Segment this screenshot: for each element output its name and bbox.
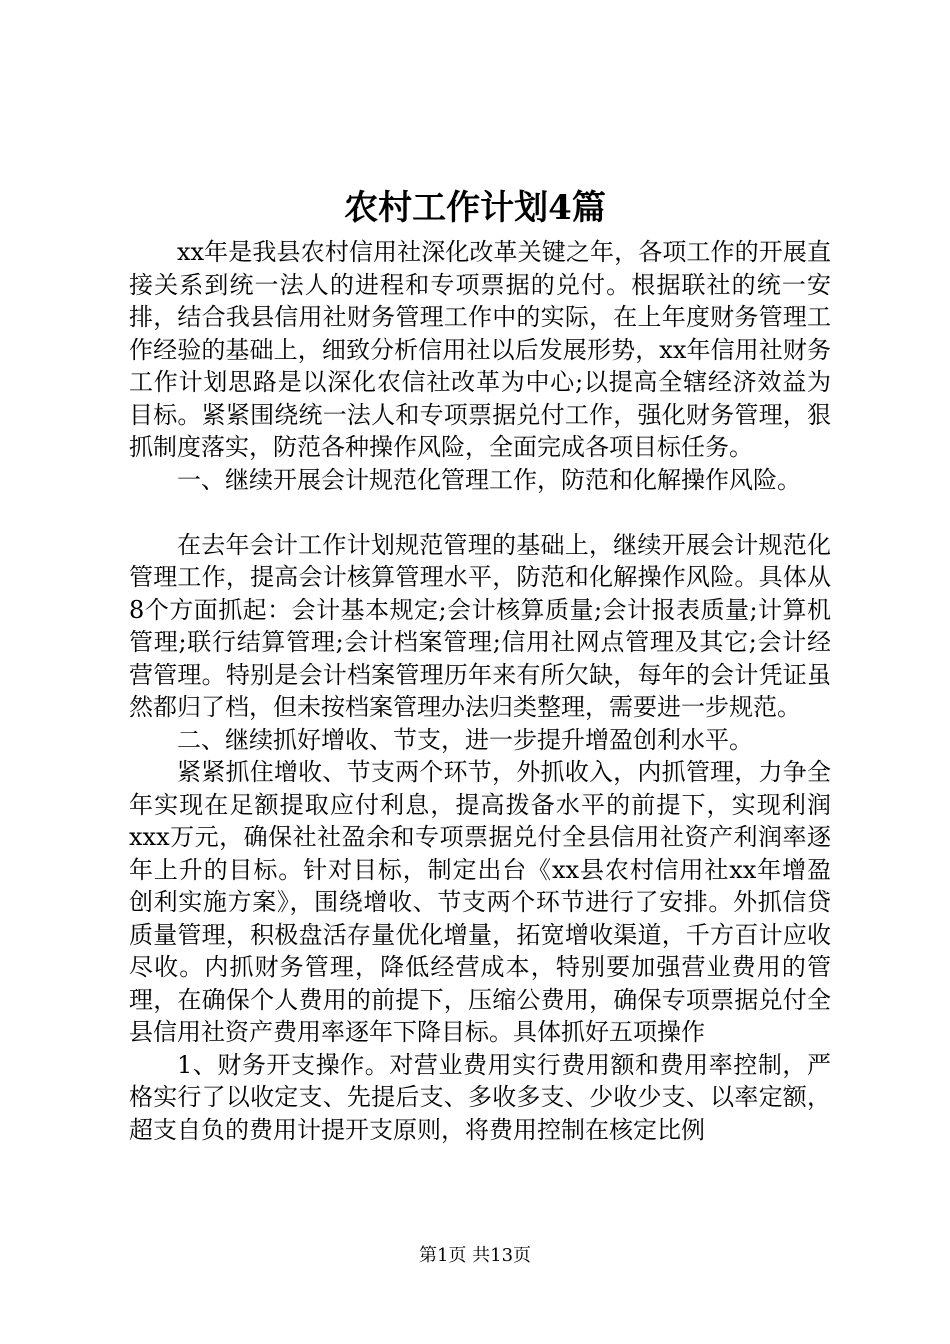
section-heading-1: 一、继续开展会计规范化管理工作，防范和化解操作风险。 bbox=[177, 465, 801, 494]
document-body bbox=[129, 236, 831, 1146]
section-heading-2: 二、继续抓好增收、节支，进一步提升增盈创利水平。 bbox=[177, 725, 753, 754]
page-footer: 第1页 共13页 bbox=[418, 1245, 532, 1266]
paragraph-intro: xx年是我县农村信用社深化改革关键之年，各项工作的开展直接关系到统一法人的进程和专项票据的兑付。根据联社的统一安排，结合我县信用社财务管理工作中的实际，在上年度财务管理工作经验的基础上，细致分析信用社以后发展形势，xx年信用社财务工作计划思路是以深化农信社改革为中心;以提高全辖经济效益为目标。紧紧围绕统一法人和专项票据兑付工作，强化财务管理，狠抓制度落实，防范各种操作风险，全面完成各项目标任务。 bbox=[129, 238, 831, 461]
paragraph-item-1: 1、财务开支操作。对营业费用实行费用额和费用率控制，严格实行了以收定支、先提后支、多收多支、少收少支、以率定额，超支自负的费用计提开支原则，将费用控制在核定比例 bbox=[129, 1050, 831, 1144]
paragraph-section-1: 在去年会计工作计划规范管理的基础上，继续开展会计规范化管理工作，提高会计核算管理水平，防范和化解操作风险。具体从8个方面抓起：会计基本规定;会计核算质量;会计报表质量;计算机管理;联行结算管理;会计档案管理;信用社网点管理及其它;会计经营管理。特别是会计档案管理历年来有所欠缺，每年的会计凭证虽然都归了档，但未按档案管理办法归类整理，需要进一步规范。 bbox=[129, 530, 831, 721]
document-title: 农村工作计划4篇 bbox=[344, 188, 606, 228]
paragraph-section-2: 紧紧抓住增收、节支两个环节，外抓收入，内抓管理，力争全年实现在足额提取应付利息，提高拨备水平的前提下，实现利润xxx万元，确保社社盈余和专项票据兑付全县信用社资产利润率逐年上升的目标。针对目标，制定出台《xx县农村信用社xx年增盈创利实施方案》，围绕增收、节支两个环节进行了安排。外抓信贷质量管理，积极盘活存量优化增量，拓宽增收渠道，千方百计应收尽收。内抓财务管理，降低经营成本，特别要加强营业费用的管理，在确保个人费用的前提下，压缩公费用，确保专项票据兑付全县信用社资产费用率逐年下降目标。具体抓好五项操作 bbox=[129, 758, 831, 1046]
